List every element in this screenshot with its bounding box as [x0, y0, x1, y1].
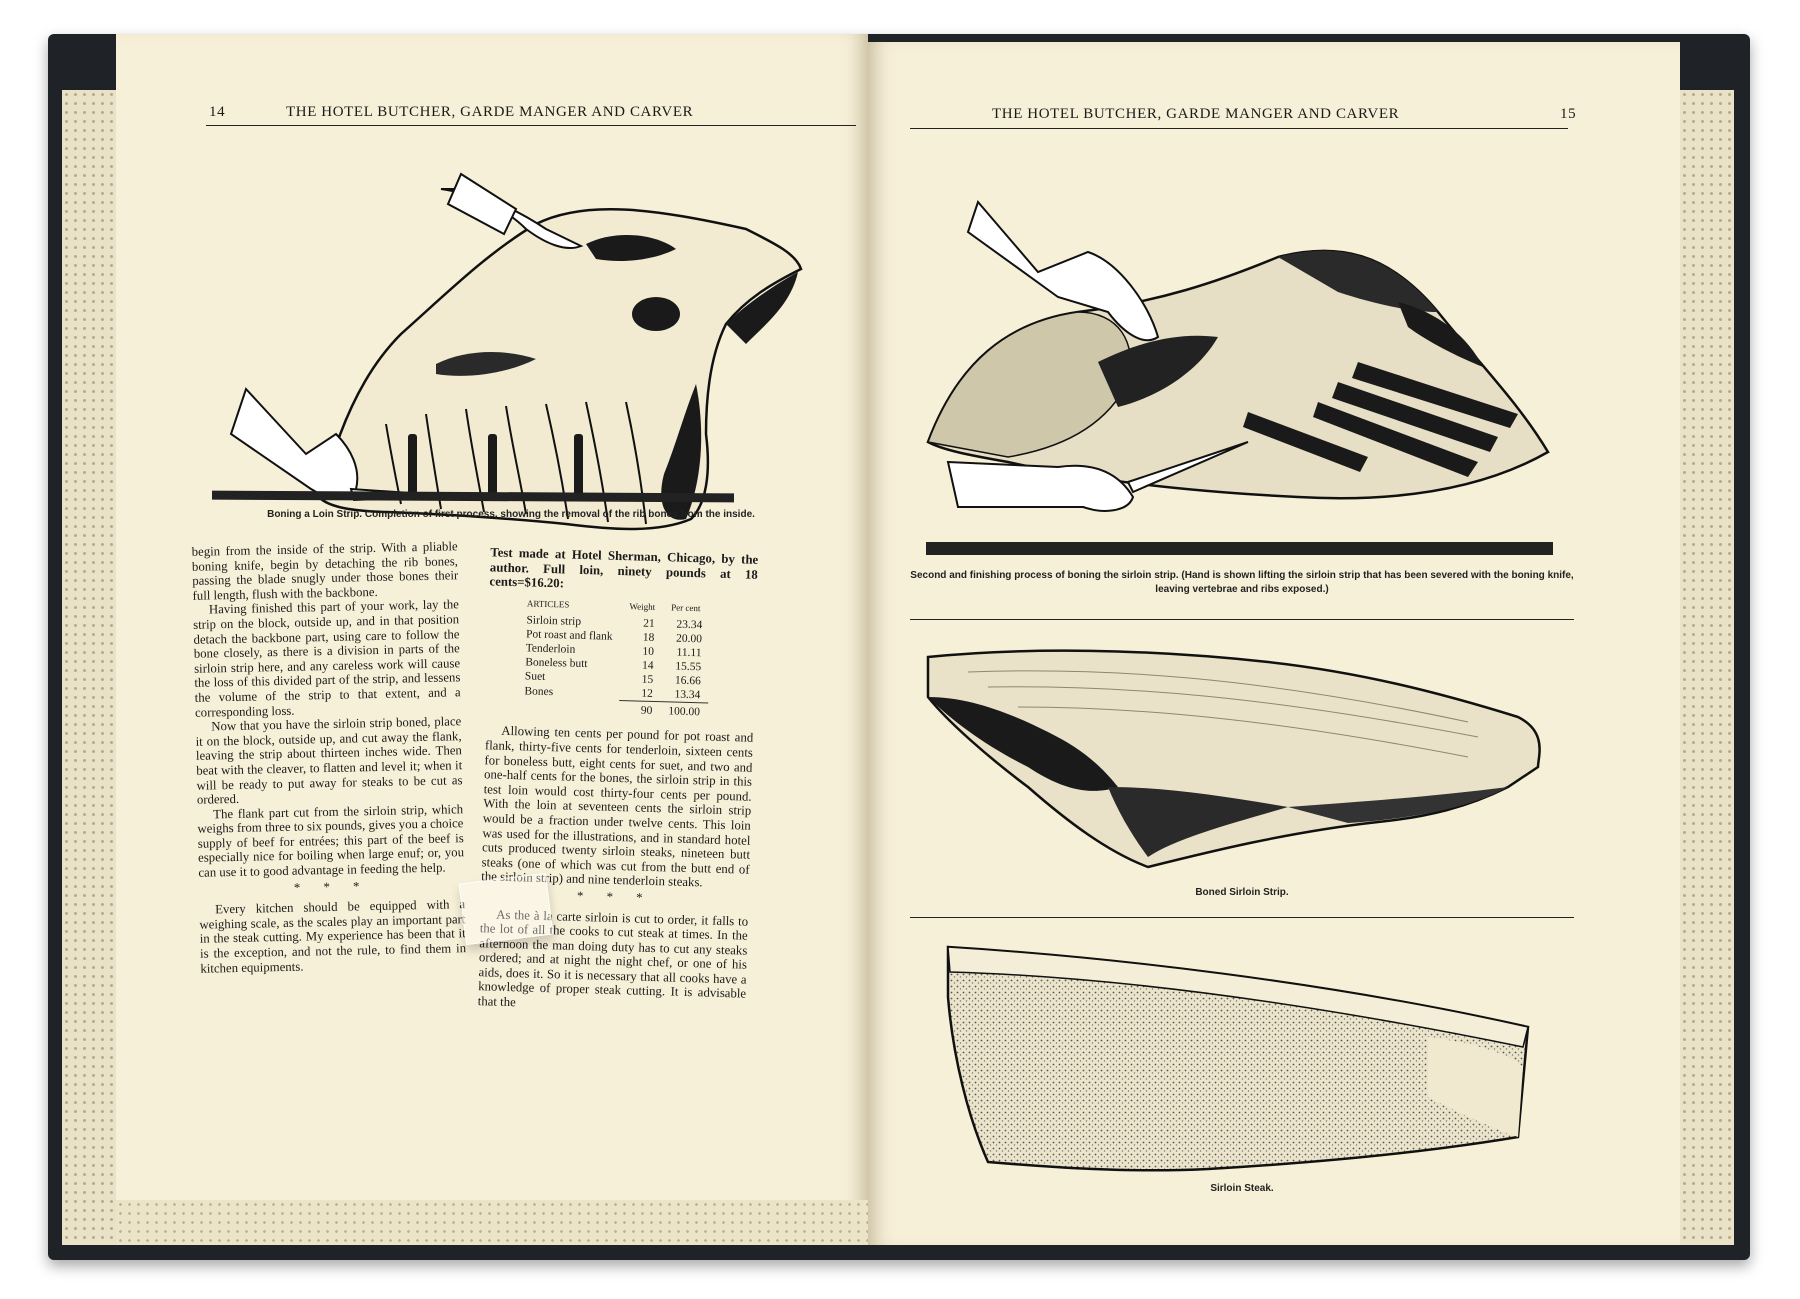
table-cell: Suet [524, 670, 546, 684]
right-head-rule [910, 128, 1568, 129]
section-separator: * * * [576, 888, 653, 905]
endpaper-bottom-strip [116, 1200, 868, 1245]
right-page-number: 15 [1560, 106, 1577, 122]
glass-page-weight [459, 873, 554, 945]
table-cell: Bones [524, 684, 554, 698]
left-figure-caption: Boning a Loin Strip. Completion of first process, showing the removal of the rib bones from the inside. [267, 509, 755, 520]
left-head-rule [206, 125, 856, 126]
figure2-caption: Boned Sirloin Strip. [1195, 887, 1289, 898]
boning-sirloin-illustration [918, 162, 1568, 542]
figure1-caption: Second and finishing process of boning the sirloin strip. (Hand is shown lifting the sirloin strip that has been severed with the boning knife, leaving vertebrae and ribs exposed.) [910, 570, 1574, 595]
section-separator: * * * [293, 878, 370, 895]
test-results-table [516, 596, 711, 720]
right-page [868, 42, 1680, 1245]
table-cell: Boneless butt [525, 656, 588, 671]
paragraph: begin from the inside of the strip. With a pliable boning knife, begin by detaching the rib bones, passing the blade snugly under those bones their full length, flush with the backbone. [191, 539, 459, 603]
left-endpaper [62, 90, 122, 1245]
table-cell: 23.34 [676, 618, 703, 632]
column-header: ARTICLES [526, 598, 570, 610]
table-cell: 18 [642, 632, 655, 645]
paragraph: Now that you have the sirloin strip boned, place it on the block, outside up, and cut away the flank, leaving the strip about thirteen inches wide. Then beat with the cleaver, to flatten and level it; when it will be ready to put away for steaks to be cut as ordered. [195, 714, 463, 807]
paragraph: Every kitchen should be equipped with a weighing scale, as the scales play an important part in the steak cutting. My experience has been that it is the exception, and not the rule, to find them in kitchen equipments. [199, 897, 467, 976]
right-endpaper [1680, 90, 1734, 1245]
test-heading: Test made at Hotel Sherman, Chicago, by the author. Full loin, ninety pounds at 18 cents=$16.20: [489, 545, 759, 591]
left-page-number: 14 [209, 104, 226, 120]
table-cell: 10 [642, 646, 655, 659]
table-cell: 15.55 [675, 660, 702, 674]
right-running-head: THE HOTEL BUTCHER, GARDE MANGER AND CARVER [992, 106, 1400, 122]
paragraph: As the à la carte sirloin is cut to order, it falls to the lot of all the cooks to cut steak at times. In the afternoon the man doing duty has to cut any steaks ordered; and at night the night chef, or one of his aids, does it. So it is necessary that all cooks have a knowledge of proper steak cutting. It is advisable that the [477, 907, 749, 1010]
table-cell: 12 [641, 687, 653, 701]
section-rule-1 [910, 619, 1574, 620]
table-cell: Sirloin strip [526, 614, 582, 629]
column-header: Weight [629, 601, 656, 612]
table-cell: Tenderloin [525, 642, 576, 657]
sirloin-steak-illustration [908, 937, 1548, 1177]
paragraph: Having finished this part of your work, lay the strip on the block, outside up, and in that position detach the backbone part, using care to follow the bone closely, as there is a division in parts of the sirloin strip here, and any careless work will cause the loss of this divided part of the strip, and lessens the volume of the strip to that extent, and a corresponding loss. [193, 597, 461, 720]
section-rule-2 [910, 917, 1574, 918]
left-column-text [192, 539, 467, 976]
table-total-weight: 90 [618, 701, 660, 719]
paragraph: Allowing ten cents per pound for pot roast and flank, thirty-five cents for tenderloin, sixteen cents for boneless butt, eight cents for suet, and two and one-half cents for the bones, the sirloin strip in this test loin would cost thirty-four cents per pound. With the loin at seventeen cents the sirloin strip would be a fraction under twelve cents. This loin was used for the illustrations, and in standard hotel cuts produced twenty sirloin steaks, nineteen butt steaks (one of which was cut from the butt end of the sirloin strip) and nine tenderloin steaks. [481, 724, 754, 890]
column-header: Per cent [671, 602, 701, 614]
table-cell: 20.00 [675, 632, 703, 646]
table-cell: 14 [641, 660, 654, 673]
table-cell: 21 [643, 618, 655, 631]
table-total-percent: 100.00 [660, 702, 708, 720]
left-running-head: THE HOTEL BUTCHER, GARDE MANGER AND CARVER [286, 104, 694, 120]
table-cell: 16.66 [674, 674, 701, 688]
paragraph: The flank part cut from the sirloin strip, which weighs from three to six pounds, gives you a choice supply of beef for entrées; this part of the beef is especially nice for boiling when large enuf; or, you can use it to good advantage in feeding the help. [197, 801, 465, 880]
table-cell: 15 [641, 673, 654, 687]
loin-strip-illustration [186, 134, 826, 594]
left-page [116, 34, 868, 1245]
table-cell: 11.11 [676, 646, 702, 660]
table-cell: Pot roast and flank [525, 628, 613, 644]
table-cell [516, 698, 619, 717]
table-cell: 13.34 [674, 688, 701, 702]
right-column-text [478, 545, 759, 1016]
figure3-caption: Sirloin Steak. [1210, 1183, 1274, 1194]
right-figure-bar [926, 542, 1553, 555]
boned-sirloin-strip-illustration [908, 637, 1548, 877]
